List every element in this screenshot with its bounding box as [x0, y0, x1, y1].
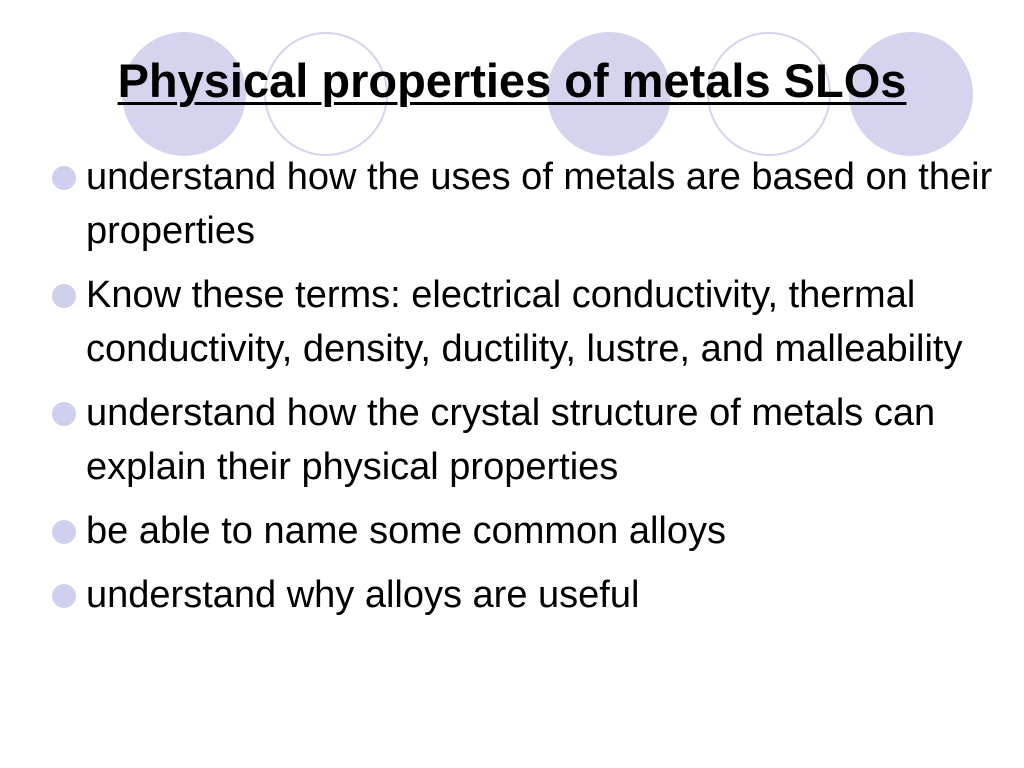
bullet-list	[50, 150, 995, 632]
bullet-dot-icon	[52, 402, 76, 426]
bullet-dot-icon	[52, 584, 76, 608]
bullet-item	[50, 268, 995, 376]
bullet-item	[50, 386, 995, 494]
slide-title-text: Physical properties of metals SLOs	[117, 54, 907, 107]
bullet-text: understand why alloys are useful	[86, 574, 640, 616]
bullet-item	[50, 568, 995, 622]
bullet-item	[50, 504, 995, 558]
slide-title	[0, 50, 1024, 112]
bullet-text: understand how the uses of metals are based on their properties	[86, 156, 993, 252]
bullet-dot-icon	[52, 166, 76, 190]
bullet-dot-icon	[52, 520, 76, 544]
bullet-text: understand how the crystal structure of metals can explain their physical properties	[86, 392, 936, 488]
bullet-dot-icon	[52, 284, 76, 308]
bullet-text: be able to name some common alloys	[86, 510, 726, 552]
bullet-text: Know these terms: electrical conductivity, thermal conductivity, density, ductility, lustre, and malleability	[86, 274, 963, 370]
bullet-item	[50, 150, 995, 258]
